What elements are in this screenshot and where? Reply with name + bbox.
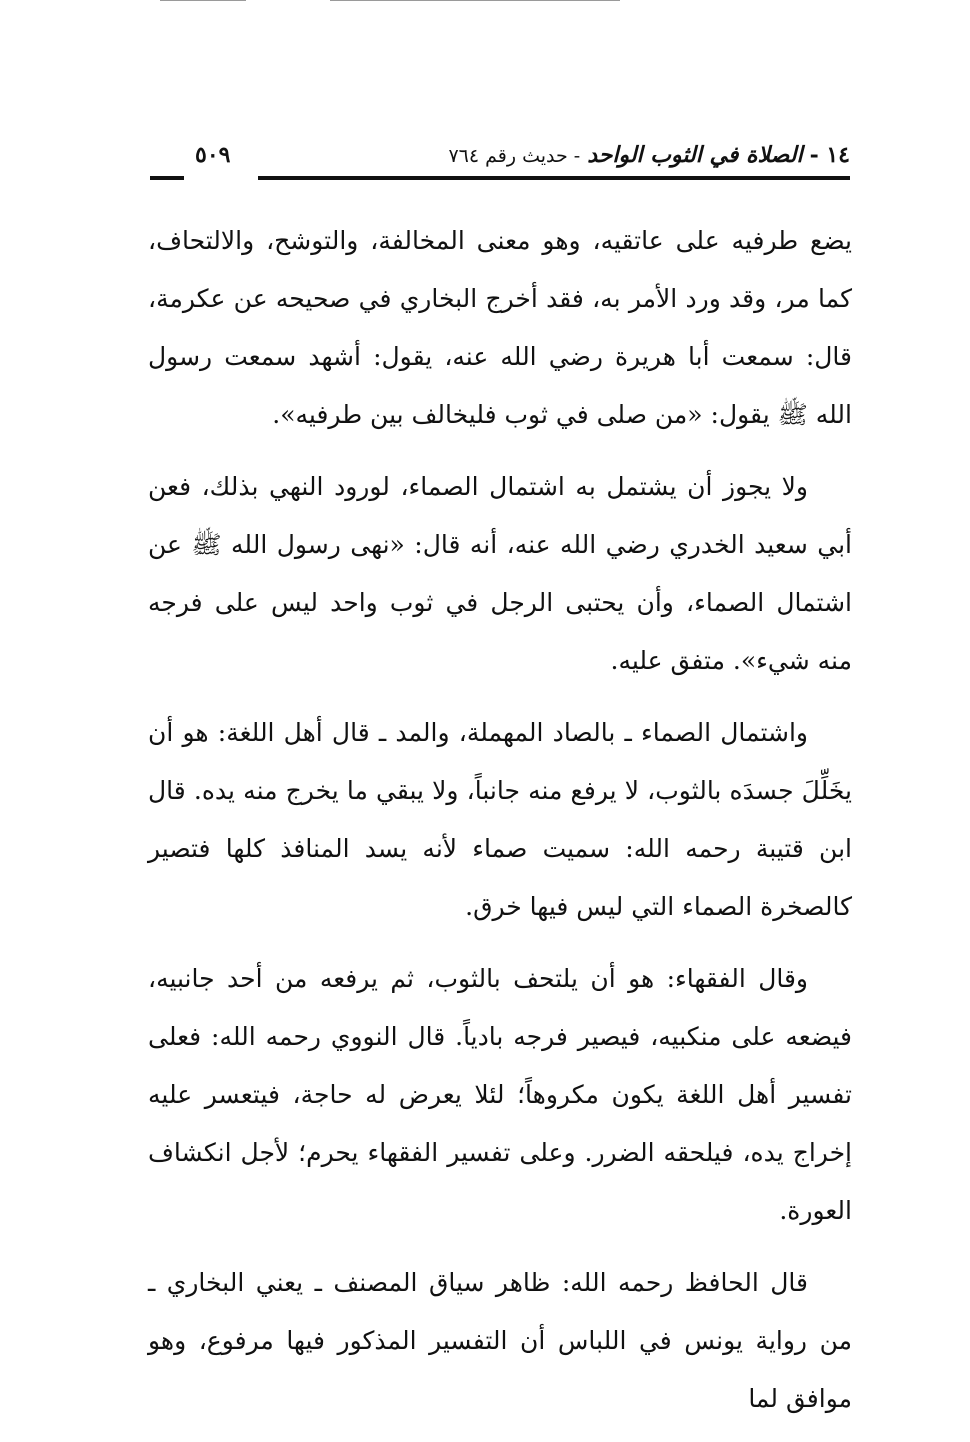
running-header [150,142,850,182]
header-title [448,142,850,168]
paragraph: واشتمال الصماء ـ بالصاد المهملة، والمد ـ قال أهل اللغة: هو أن يخَلِّلَ جسدَه بالثوب، لا يرفع منه جانباً، ولا يبقي ما يخرج منه يده. قال ابن قتيبة رحمه الله: سميت صماء لأنه يسد المنافذ كلها فتصير كالصخرة الصماء التي ليس فيها خرق. [148,718,852,921]
hadith-reference: - حديث رقم ٧٦٤ [448,145,581,167]
paragraph: وقال الفقهاء: هو أن يلتحف بالثوب، ثم يرفعه من أحد جانبيه، فيضعه على منكبيه، فيصير فرجه بادياً. قال النووي رحمه الله: فعلى تفسير أهل اللغة يكون مكروهاً؛ لئلا يعرض له حاجة، فيتعسر عليه إخراج يده، فيلحقه الضرر. وعلى تفسير الفقهاء يحرم؛ لأجل انكشاف العورة. [148,964,852,1225]
body-text [148,212,852,1442]
paragraph: يضع طرفيه على عاتقيه، وهو معنى المخالفة، والتوشح، والالتحاف، كما مر، وقد ورد الأمر به، فقد أخرج البخاري في صحيحه عن عكرمة، قال: سمعت أبا هريرة رضي الله عنه، يقول: أشهد سمعت رسول الله ﷺ يقول: «من صلى في ثوب فليخالف بين طرفيه». [148,226,852,429]
chapter-number: ١٤ - [809,142,850,168]
paragraph: ولا يجوز أن يشتمل به اشتمال الصماء، لورود النهي بذلك، فعن أبي سعيد الخدري رضي الله عنه، أنه قال: «نهى رسول الله ﷺ عن اشتمال الصماء، وأن يحتبى الرجل في ثوب واحد ليس على فرجه منه شيء». متفق عليه. [148,472,852,675]
header-rule-short [150,176,184,180]
header-rule-long [258,176,850,180]
paragraph: قال الحافظ رحمه الله: ظاهر سياق المصنف ـ يعني البخاري ـ من رواية يونس في اللباس أن التفسير المذكور فيها مرفوع، وهو موافق لما [148,1268,852,1413]
top-edge-rule-left [160,0,246,1]
top-edge-rule-right [330,0,620,1]
chapter-title: الصلاة في الثوب الواحد [587,142,803,168]
page-number: ٥٠٩ [195,142,231,168]
